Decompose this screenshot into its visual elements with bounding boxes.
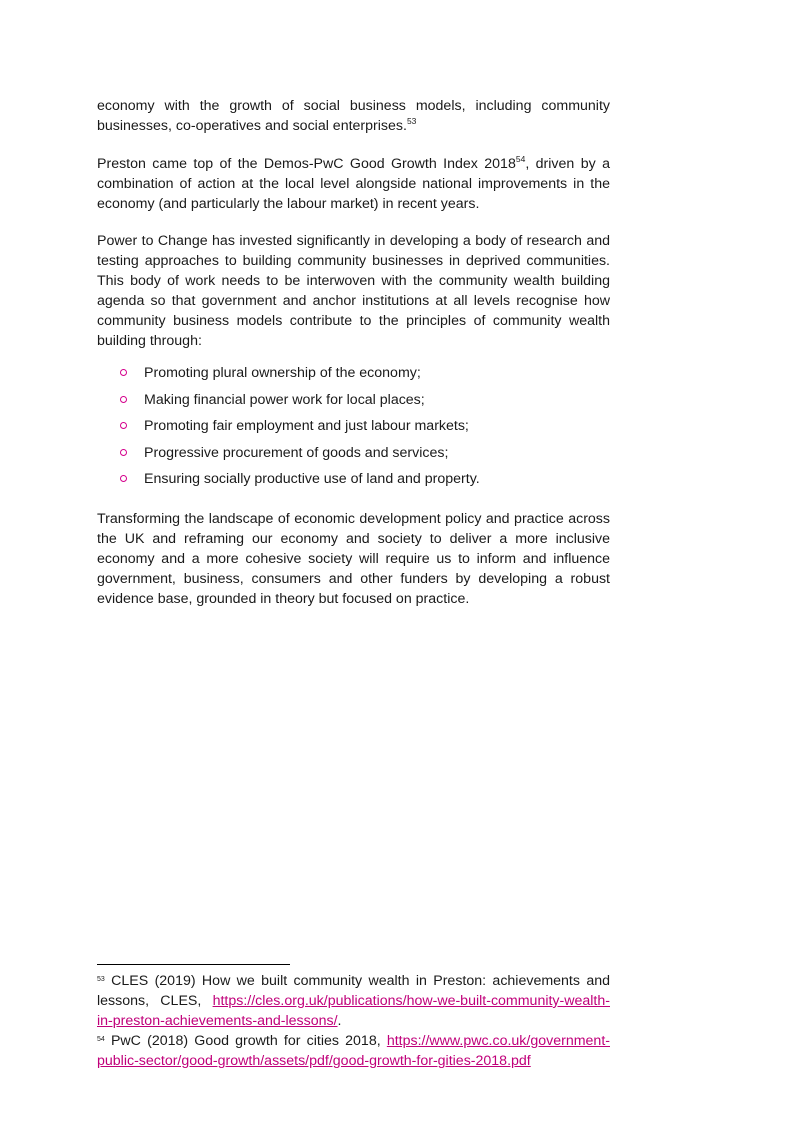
- footnote-tail: .: [337, 1013, 342, 1029]
- page-body: [97, 96, 610, 609]
- footnote-53: [97, 971, 610, 1031]
- paragraph-2: [97, 154, 610, 214]
- paragraph-2-text-end: , driven by a combination of action at the local level alongside national improvements in the economy (and particularly the labour market) in recent years.: [97, 156, 610, 212]
- paragraph-1-text: economy with the growth of social business models, including community businesses, co-operatives and social enterprises.: [97, 98, 610, 134]
- paragraph-1: [97, 96, 610, 136]
- principles-list: [97, 363, 610, 496]
- paragraph-4: Transforming the landscape of economic development policy and practice across the UK and reframing our economy and society to deliver a more inclusive economy and a more cohesive society will require us to inform and influence government, business, consumers and other funders by developing a robust evidence base, grounded in theory but focused on practice.: [97, 510, 610, 607]
- list-item: [97, 443, 610, 470]
- circle-bullet-icon: [120, 422, 127, 429]
- footnote-link[interactable]: https://cles.org.uk/publications/how-we-built-community-wealth-in-preston-achievements-and-lessons/: [97, 993, 610, 1029]
- circle-bullet-icon: [120, 369, 127, 376]
- list-item-text: Progressive procurement of goods and services;: [144, 444, 449, 461]
- list-item: [97, 390, 610, 417]
- footnote-link[interactable]: https://www.pwc.co.uk/government-public-sector/good-growth/assets/pdf/good-growth-for-gities-2018.pdf: [97, 1033, 610, 1069]
- list-item: [97, 469, 610, 496]
- list-item-text: Making financial power work for local places;: [144, 391, 425, 408]
- footnote-divider: [97, 964, 290, 965]
- footnotes: [97, 971, 610, 1071]
- footnote-text: CLES (2019) How we built community wealth in Preston: achievements and lessons, CLES,: [97, 973, 610, 1009]
- list-item-text: Promoting fair employment and just labour markets;: [144, 418, 469, 434]
- footnote-number: 53: [97, 976, 105, 983]
- footnote-ref-54[interactable]: 54: [515, 154, 526, 164]
- footnote-ref-53[interactable]: 53: [406, 116, 417, 126]
- list-item-text: Ensuring socially productive use of land and property.: [144, 471, 480, 487]
- circle-bullet-icon: [120, 449, 127, 456]
- list-item: [97, 363, 610, 390]
- circle-bullet-icon: [120, 396, 127, 403]
- footnote-54: [97, 1031, 610, 1071]
- list-item: [97, 416, 610, 443]
- list-item-text: Promoting plural ownership of the economy;: [144, 365, 421, 381]
- footnote-text: PwC (2018) Good growth for cities 2018,: [104, 1033, 387, 1049]
- paragraph-3: Power to Change has invested significantly in developing a body of research and testing approaches to building community businesses in deprived communities. This body of work needs to be interwoven with the community wealth building agenda so that government and anchor institutions at all levels recognise how community business models contribute to the principles of community wealth building through:: [97, 233, 610, 349]
- paragraph-2-text-start: Preston came top of the Demos-PwC Good Growth Index 2018: [97, 156, 516, 172]
- circle-bullet-icon: [120, 475, 127, 482]
- footnote-number: 54: [97, 1036, 105, 1043]
